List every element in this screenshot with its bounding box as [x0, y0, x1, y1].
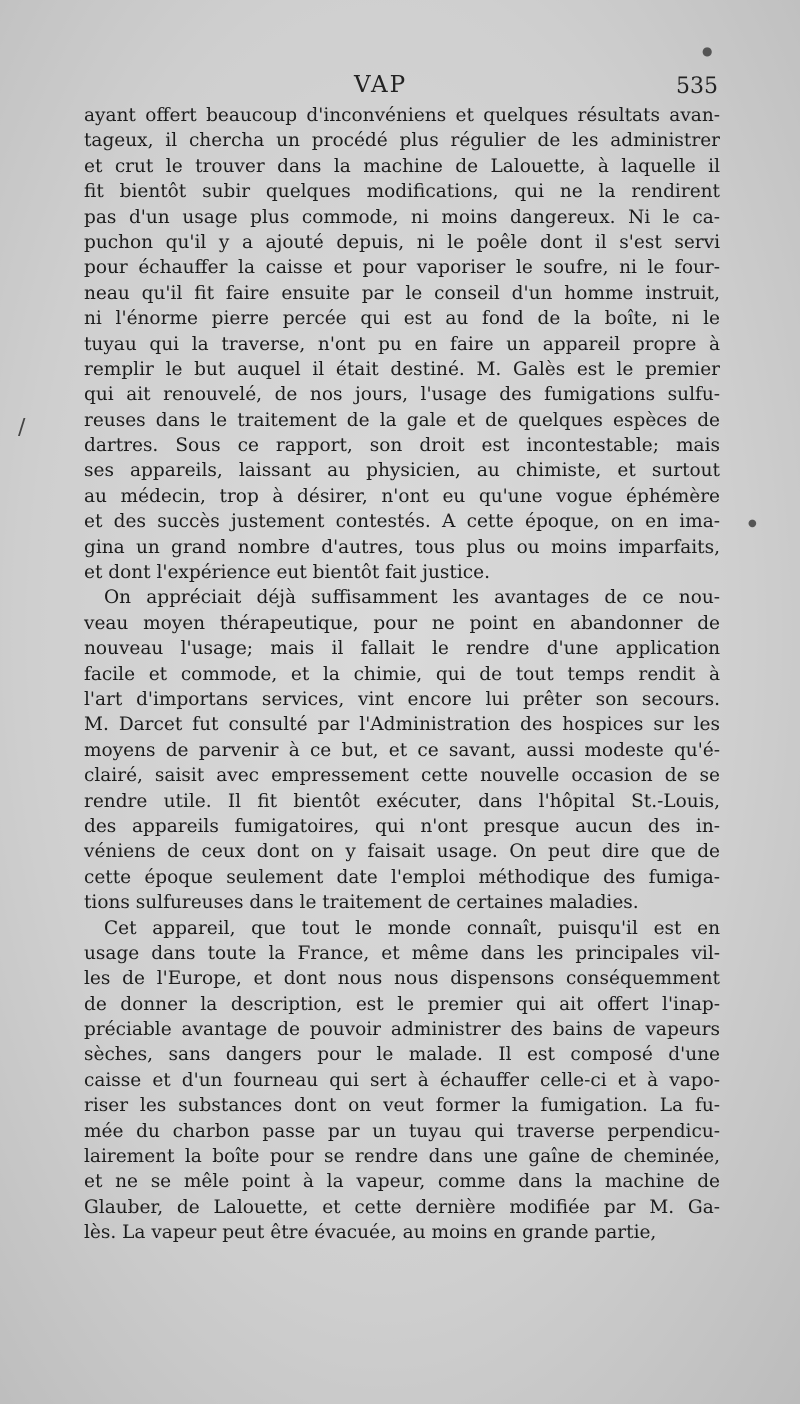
text-line: véniens de ceux dont on y faisait usage. On peut dire que de	[84, 841, 720, 863]
text-line: pas d'un usage plus commode, ni moins dangereux. Ni le ca-	[84, 206, 720, 228]
text-line: facile et commode, et la chimie, qui de tout temps rendit à	[84, 663, 720, 685]
text-line: Cet appareil, que tout le monde connaît, puisqu'il est en	[104, 917, 720, 939]
text-line: préciable avantage de pouvoir administrer des bains de vapeurs	[84, 1019, 720, 1041]
text-line: des appareils fumigatoires, qui n'ont presque aucun des in-	[84, 815, 720, 837]
text-line: reuses dans le traitement de la gale et de quelques espèces de	[84, 409, 720, 431]
page-header	[0, 72, 800, 102]
text-line: usage dans toute la France, et même dans les principales vil-	[84, 942, 720, 964]
text-line: tuyau qui la traverse, n'ont pu en faire un appareil propre à	[84, 333, 720, 355]
text-line: mée du charbon passe par un tuyau qui traverse perpendicu-	[84, 1120, 720, 1142]
text-line: riser les substances dont on veut former la fumigation. La fu-	[84, 1095, 720, 1117]
text-line: au médecin, trop à désirer, n'ont eu qu'une vogue éphémère	[84, 485, 720, 507]
text-line: moyens de parvenir à ce but, et ce savant, aussi modeste qu'é-	[84, 739, 720, 761]
text-line: M. Darcet fut consulté par l'Administration des hospices sur les	[84, 714, 720, 736]
text-line: et crut le trouver dans la machine de Lalouette, à laquelle il	[84, 155, 720, 177]
page-number: 535	[676, 74, 718, 99]
text-line: pour échauffer la caisse et pour vaporiser le soufre, ni le four-	[84, 257, 720, 279]
running-title: VAP	[354, 72, 408, 98]
text-line: gina un grand nombre d'autres, tous plus ou moins imparfaits,	[84, 536, 720, 558]
text-line: ni l'énorme pierre percée qui est au fond de la boîte, ni le	[84, 308, 720, 330]
text-line: nouveau l'usage; mais il fallait le rendre d'une application	[84, 638, 720, 660]
text-line: qui ait renouvelé, de nos jours, l'usage des fumigations sulfu-	[84, 384, 720, 406]
ink-speck: ●	[748, 518, 757, 529]
text-line: sèches, sans dangers pour le malade. Il est composé d'une	[84, 1044, 720, 1066]
text-line: et dont l'expérience eut bientôt fait justice.	[84, 562, 490, 584]
margin-mark-icon: ∕	[18, 415, 26, 440]
text-line: cette époque seulement date l'emploi méthodique des fumiga-	[84, 866, 720, 888]
text-line: lès. La vapeur peut être évacuée, au moins en grande partie,	[84, 1222, 657, 1244]
text-line: neau qu'il fit faire ensuite par le conseil d'un homme instruit,	[84, 282, 720, 304]
ink-speck: ●	[702, 44, 713, 58]
text-line: clairé, saisit avec empressement cette nouvelle occasion de se	[84, 765, 720, 787]
text-line: puchon qu'il y a ajouté depuis, ni le poêle dont il s'est servi	[84, 231, 720, 253]
text-line: tions sulfureuses dans le traitement de certaines maladies.	[84, 892, 639, 914]
text-line: ses appareils, laissant au physicien, au chimiste, et surtout	[84, 460, 720, 482]
text-line: On appréciait déjà suffisamment les avantages de ce nou-	[104, 587, 720, 609]
text-line: de donner la description, est le premier qui ait offert l'inap-	[84, 993, 720, 1015]
text-line: caisse et d'un fourneau qui sert à échauffer celle-ci et à vapo-	[84, 1069, 720, 1091]
text-line: lairement la boîte pour se rendre dans une gaîne de cheminée,	[84, 1146, 720, 1168]
text-line: dartres. Sous ce rapport, son droit est incontestable; mais	[84, 435, 720, 457]
text-line: et des succès justement contestés. A cette époque, on en ima-	[84, 511, 720, 533]
text-line: veau moyen thérapeutique, pour ne point en abandonner de	[84, 612, 720, 634]
text-line: rendre utile. Il fit bientôt exécuter, dans l'hôpital St.-Louis,	[84, 790, 720, 812]
text-line: les de l'Europe, et dont nous nous dispensons conséquemment	[84, 968, 720, 990]
text-line: ayant offert beaucoup d'inconvéniens et quelques résultats avan-	[84, 105, 720, 126]
text-line: remplir le but auquel il était destiné. M. Galès est le premier	[84, 358, 720, 380]
text-line: fit bientôt subir quelques modifications, qui ne la rendirent	[84, 181, 720, 203]
body-text	[84, 103, 720, 1246]
text-line: tageux, il chercha un procédé plus régulier de les administrer	[84, 130, 720, 152]
text-line: l'art d'importans services, vint encore lui prêter son secours.	[84, 688, 720, 710]
text-line: Glauber, de Lalouette, et cette dernière modifiée par M. Ga-	[84, 1196, 720, 1218]
text-line: et ne se mêle point à la vapeur, comme dans la machine de	[84, 1171, 720, 1193]
